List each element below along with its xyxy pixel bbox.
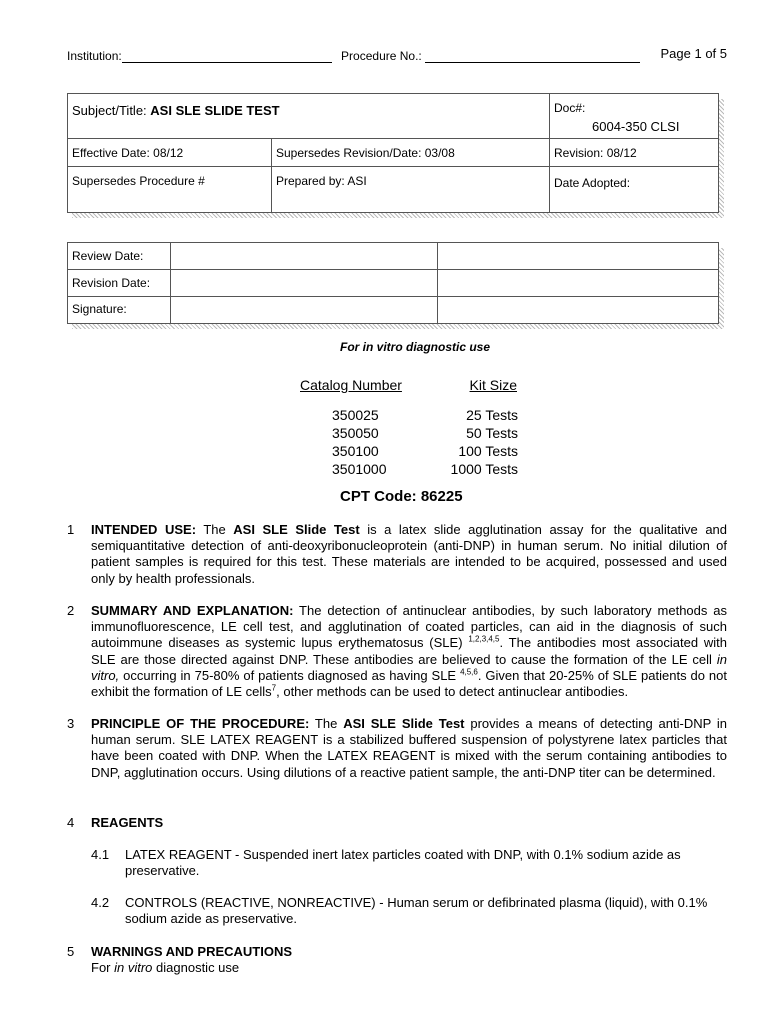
catalog-number: 350100	[332, 443, 379, 459]
catalog-number: 3501000	[332, 461, 387, 477]
section-warnings	[67, 944, 727, 978]
text-run: is a latex slide agglutination assay for the qualitative and semiquantitative detection of anti-deoxyribonucleoprotein (anti-DNP) in human serum. No initial dilution of patient samples is required for this test. These materials are intended to be acquired, possessed and used only by health professionals.	[91, 522, 728, 586]
section-body	[91, 944, 727, 976]
cpt-code: CPT Code: 86225	[340, 488, 463, 505]
review-date-field-1[interactable]	[171, 243, 438, 270]
catalog-row	[298, 407, 520, 425]
catalog-number: 350050	[332, 425, 379, 441]
text-run: For	[91, 960, 115, 976]
reagent-item	[91, 847, 727, 881]
info-table	[67, 93, 719, 213]
section-heading: WARNINGS AND PRECAUTIONS	[91, 944, 293, 959]
kit-size: 100 Tests	[458, 443, 518, 459]
revision-date-field-1[interactable]	[171, 270, 438, 297]
section-body	[91, 815, 727, 831]
section-principle	[67, 716, 727, 800]
prepared-by-cell: Prepared by: ASI	[272, 167, 550, 213]
item-number: 4.1	[91, 847, 110, 862]
subject-cell	[68, 94, 550, 139]
effective-date-cell: Effective Date: 08/12	[68, 139, 272, 167]
reagent-item	[91, 895, 727, 929]
kit-size: 1000 Tests	[450, 461, 518, 477]
section-number: 2	[67, 603, 75, 618]
header	[67, 48, 727, 66]
revision-date-label: Revision Date:	[68, 270, 171, 297]
product-name: ASI SLE Slide Test	[343, 716, 465, 731]
review-date-label: Review Date:	[68, 243, 171, 270]
italic-text: in vitro	[114, 960, 153, 976]
product-name: ASI SLE Slide Test	[233, 522, 360, 537]
signature-field-1[interactable]	[171, 297, 438, 324]
page-number: Page 1 of 5	[660, 46, 727, 61]
catalog-row	[298, 461, 520, 479]
reference: 7	[271, 683, 277, 693]
doc-value: 6004-350 CLSI	[592, 119, 680, 134]
doc-label: Doc#:	[554, 101, 586, 115]
signature-field-2[interactable]	[438, 297, 719, 324]
item-text: LATEX REAGENT - Suspended inert latex particles coated with DNP, with 0.1% sodium azide as preservative.	[125, 847, 681, 878]
supersedes-revision-cell: Supersedes Revision/Date: 03/08	[272, 139, 550, 167]
text-run: provides a means of detecting anti-DNP in human serum. SLE LATEX REAGENT is a stabilized buffered suspension of polystyrene latex particles that have been coated with DNP. When the LATEX REAGENT is mixed with the serum containing antibodies to DNP, agglutination occurs. Using dilutions of a reactive patient sample, the anti-DNP titer can be determined.	[91, 716, 728, 780]
date-adopted-cell: Date Adopted:	[550, 167, 719, 213]
section-heading: INTENDED USE:	[91, 522, 197, 537]
catalog-row	[298, 443, 520, 461]
review-date-field-2[interactable]	[438, 243, 719, 270]
text-run: diagnostic use	[152, 960, 240, 976]
section-body	[91, 522, 727, 587]
item-number: 4.2	[91, 895, 110, 910]
subject-value: ASI SLE SLIDE TEST	[150, 103, 280, 118]
signature-label: Signature:	[68, 297, 171, 324]
catalog-number-header: Catalog Number	[300, 377, 402, 393]
doc-cell	[550, 94, 719, 139]
revision-date-field-2[interactable]	[438, 270, 719, 297]
kit-size: 50 Tests	[466, 425, 518, 441]
text-run: The	[196, 522, 234, 537]
supersedes-procedure-cell: Supersedes Procedure #	[68, 167, 272, 213]
diagnostic-note: For in vitro diagnostic use	[339, 340, 491, 354]
kit-size: 25 Tests	[466, 407, 518, 423]
section-number: 1	[67, 522, 75, 537]
section-number: 3	[67, 716, 75, 731]
text-run: . Given that 20-25% of SLE patients do not exhibit the formation of LE cells	[91, 667, 728, 700]
section-heading: SUMMARY AND EXPLANATION:	[91, 603, 294, 618]
review-table	[67, 242, 719, 324]
section-number: 4	[67, 815, 75, 830]
institution-field[interactable]	[122, 48, 332, 63]
section-reagents	[67, 815, 727, 835]
text-run: The detection of antinuclear antibodies, by such laboratory methods as immunofluorescence, LE cell test, and agglutination of coated particles, can aid in the diagnosis of such autoimmune diseases as systemic lupus erythematosus (SLE)	[91, 603, 727, 651]
section-body	[91, 716, 727, 781]
subject-label: Subject/Title:	[72, 103, 151, 118]
italic-text: in vitro,	[91, 651, 727, 683]
section-number: 5	[67, 944, 75, 959]
catalog-rows	[298, 407, 520, 479]
kit-size-header: Kit Size	[469, 377, 517, 393]
institution-label: Institution:	[67, 49, 122, 63]
section-intended-use	[67, 522, 727, 592]
reference: 4,5,6	[460, 667, 478, 677]
section-heading: REAGENTS	[91, 815, 164, 830]
text-run: , other methods can be used to detect antinuclear antibodies.	[276, 684, 629, 700]
text-run: . The antibodies most associated with SLE are those directed against DNP. These antibodies are believed to cause the formation of the LE cell	[91, 635, 727, 667]
section-body	[91, 603, 727, 700]
section-heading: PRINCIPLE OF THE PROCEDURE:	[91, 716, 310, 731]
catalog-number: 350025	[332, 407, 379, 423]
catalog-row	[298, 425, 520, 443]
text-run: occurring in 75-80% of patients diagnosed as having SLE	[119, 667, 461, 683]
reference: 1,2,3,4,5	[468, 635, 500, 645]
item-text: CONTROLS (REACTIVE, NONREACTIVE) - Human serum or defibrinated plasma (liquid), with 0.1% sodium azide as preservative.	[125, 895, 708, 926]
section-summary	[67, 603, 727, 703]
text-run: The	[309, 716, 344, 731]
revision-cell: Revision: 08/12	[550, 139, 719, 167]
procedure-field[interactable]	[425, 48, 640, 63]
procedure-label: Procedure No.:	[341, 49, 422, 63]
catalog-table	[298, 377, 520, 479]
